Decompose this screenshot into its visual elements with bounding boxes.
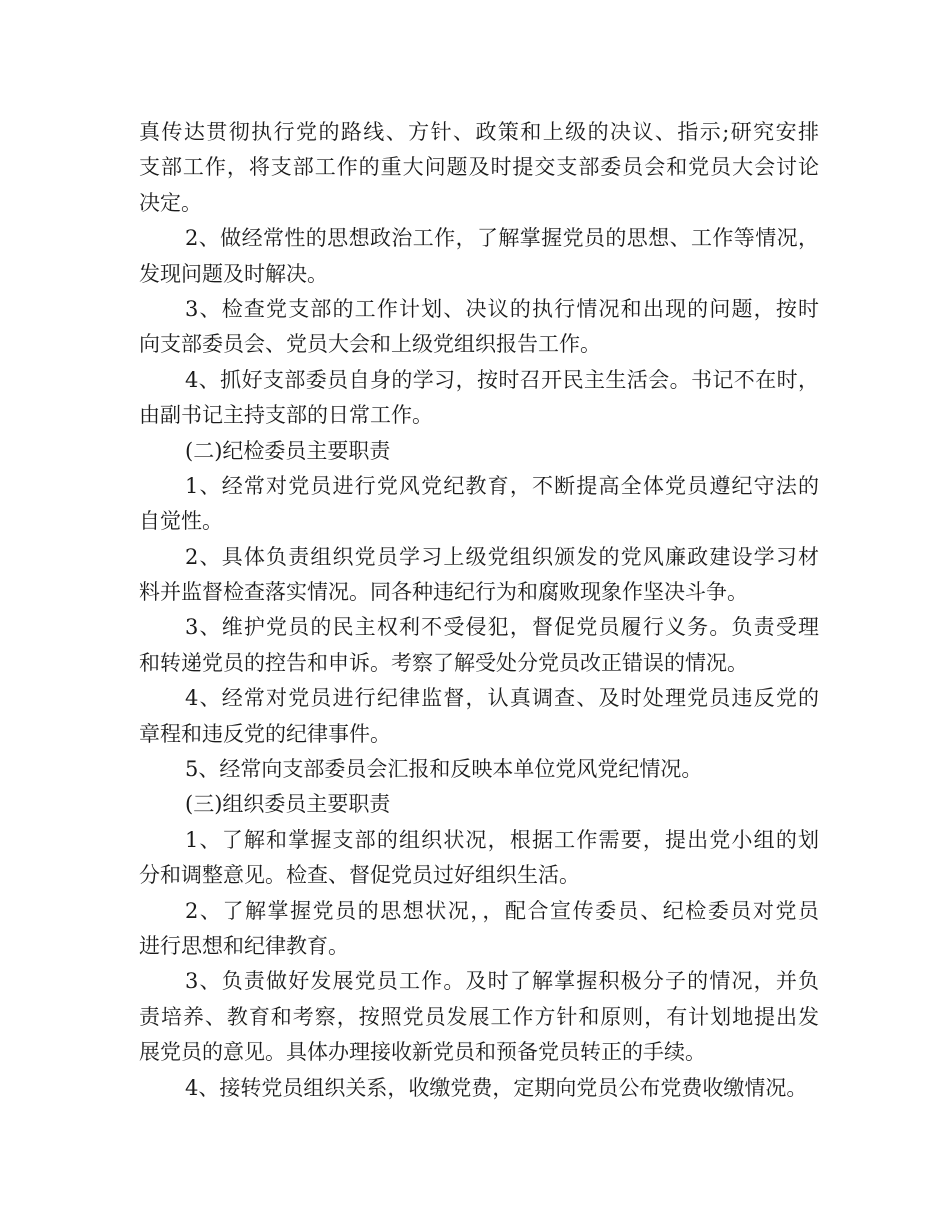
text-line: 决定。	[139, 190, 202, 215]
text-line: 3、检查党支部的工作计划、决议的执行情况和出现的问题，按时	[185, 296, 819, 321]
text-line: 展党员的意见。具体办理接收新党员和预备党员转正的手续。	[139, 1040, 706, 1065]
text-line: 4、经常对党员进行纪律监督，认真调查、及时处理党员违反党的	[185, 686, 819, 711]
text-line: (三)组织委员主要职责	[185, 792, 391, 817]
text-line: 由副书记主持支部的日常工作。	[139, 403, 433, 428]
text-line: 4、接转党员组织关系，收缴党费，定期向党员公布党费收缴情况。	[185, 1075, 808, 1100]
text-line: 自觉性。	[139, 509, 223, 534]
text-line: 分和调整意见。检查、督促党员过好组织生活。	[139, 863, 580, 888]
text-line: 2、具体负责组织党员学习上级党组织颁发的党风廉政建设学习材	[185, 544, 819, 569]
text-line: (二)纪检委员主要职责	[185, 438, 391, 463]
text-line: 责培养、教育和考察，按照党员发展工作方针和原则，有计划地提出发	[139, 1004, 819, 1029]
text-line: 向支部委员会、党员大会和上级党组织报告工作。	[139, 332, 601, 357]
document-body	[139, 115, 819, 1106]
text-line: 1、了解和掌握支部的组织状况，根据工作需要，提出党小组的划	[185, 827, 819, 852]
text-line: 4、抓好支部委员自身的学习，按时召开民主生活会。书记不在时，	[185, 367, 819, 392]
text-line: 2、了解掌握党员的思想状况，，配合宣传委员、纪检委员对党员	[185, 898, 819, 923]
text-line: 5、经常向支部委员会汇报和反映本单位党风党纪情况。	[185, 757, 703, 782]
text-line: 进行思想和纪律教育。	[139, 933, 349, 958]
text-line: 章程和违反党的纪律事件。	[139, 721, 391, 746]
text-line: 和转递党员的控告和申诉。考察了解受处分党员改正错误的情况。	[139, 650, 748, 675]
text-line: 料并监督检查落实情况。同各种违纪行为和腐败现象作坚决斗争。	[139, 580, 748, 605]
text-line: 3、负责做好发展党员工作。及时了解掌握积极分子的情况，并负	[185, 969, 819, 994]
text-line: 发现问题及时解决。	[139, 261, 328, 286]
text-line: 真传达贯彻执行党的路线、方针、政策和上级的决议、指示;研究安排	[139, 120, 819, 144]
text-line: 2、做经常性的思想政治工作，了解掌握党员的思想、工作等情况，	[185, 226, 819, 251]
text-line: 支部工作，将支部工作的重大问题及时提交支部委员会和党员大会讨论	[139, 155, 819, 180]
text-line: 3、维护党员的民主权利不受侵犯，督促党员履行义务。负责受理	[185, 615, 819, 640]
text-line: 1、经常对党员进行党风党纪教育，不断提高全体党员遵纪守法的	[185, 473, 819, 498]
